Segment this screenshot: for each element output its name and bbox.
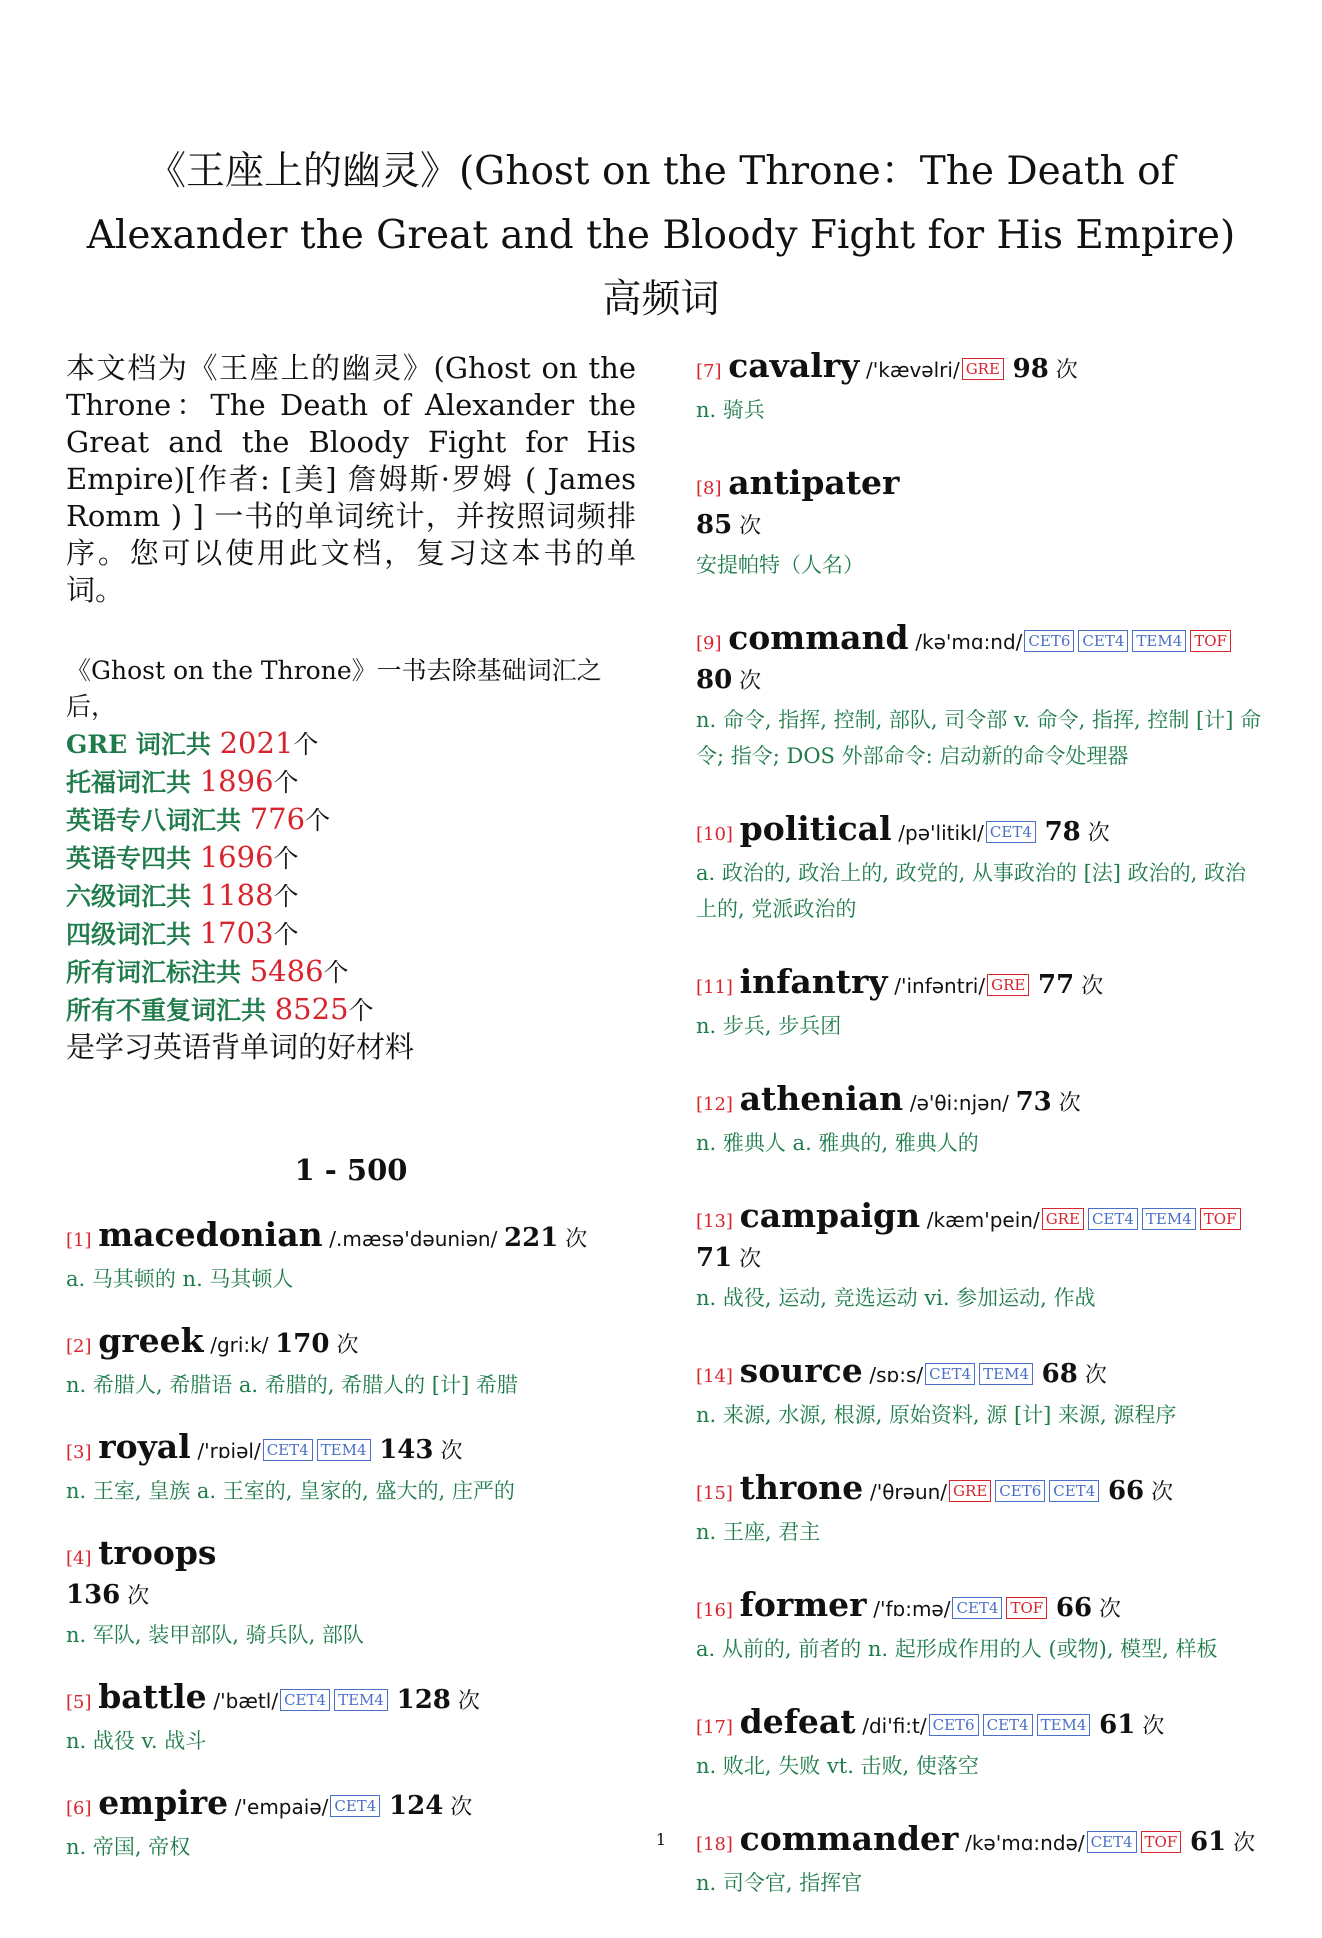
stat-row	[66, 991, 636, 1029]
entry-phonetic: /di'fi:t/	[862, 1714, 927, 1738]
exam-tag: GRE	[962, 358, 1004, 380]
entry-frequency: 143	[379, 1435, 434, 1465]
entry-headline	[696, 1587, 1266, 1629]
intro-paragraph: 本文档为《王座上的幽灵》(Ghost on the Throne：The Death of Alexander the Great and the Bloody Fight for His Empire)[作者: [美] 詹姆斯·罗姆 ( James Romm ) ] 一书的单词统计，并按照词频排序。您可以使用此文档，复习这本书的单词。	[66, 351, 636, 607]
entry-headline	[696, 465, 1266, 545]
entry-index: [6]	[66, 1798, 92, 1819]
entry-word: battle	[98, 1677, 207, 1716]
exam-tag: TEM4	[979, 1363, 1033, 1385]
count-suffix: 次	[1135, 1714, 1165, 1739]
stat-count: 1696	[199, 840, 274, 874]
entry-frequency: 98	[1012, 354, 1049, 384]
exam-tag: CET4	[925, 1363, 975, 1385]
entry-phonetic: /'kævəlri/	[866, 358, 960, 382]
entry-index: [13]	[696, 1211, 733, 1232]
count-suffix: 次	[732, 669, 762, 694]
count-suffix: 次	[433, 1439, 463, 1464]
entry-frequency: 73	[1015, 1087, 1052, 1117]
exam-tag: CET4	[1088, 1208, 1138, 1230]
entry-index: [10]	[696, 824, 733, 845]
stat-row	[66, 763, 636, 801]
stat-unit: 个	[305, 806, 331, 835]
exam-tag: CET4	[983, 1714, 1033, 1736]
word-entry	[66, 1323, 636, 1403]
entry-frequency: 71	[696, 1243, 733, 1273]
count-suffix: 次	[732, 514, 762, 539]
entry-headline	[66, 1323, 636, 1365]
entry-headline	[696, 1198, 1266, 1278]
exam-tag: CET4	[280, 1689, 330, 1711]
entry-index: [9]	[696, 633, 722, 654]
stat-count: 1188	[199, 878, 274, 912]
stat-unit: 个	[348, 996, 374, 1025]
entry-headline	[696, 348, 1266, 390]
entry-definition: n. 王室, 皇族 a. 王室的, 皇家的, 盛大的, 庄严的	[66, 1479, 515, 1503]
stat-label: 英语专四共	[66, 844, 200, 873]
word-entry	[696, 1470, 1266, 1550]
word-entry	[696, 1704, 1266, 1784]
word-entry	[696, 1587, 1266, 1667]
entry-frequency: 80	[696, 665, 733, 695]
stat-unit: 个	[273, 844, 299, 873]
entry-frequency: 61	[1189, 1827, 1227, 1857]
entry-phonetic: /'fɒ:mə/	[873, 1597, 951, 1621]
entry-frequency: 124	[389, 1791, 444, 1821]
entry-frequency: 170	[275, 1329, 330, 1359]
entry-word: former	[739, 1585, 867, 1624]
entry-frequency: 221	[504, 1223, 559, 1253]
entry-index: [17]	[696, 1717, 733, 1738]
word-list-right	[696, 348, 1266, 1901]
entry-frequency: 78	[1044, 817, 1081, 847]
entry-frequency: 85	[696, 510, 733, 540]
entry-word: troops	[98, 1533, 217, 1572]
entry-index: [2]	[66, 1336, 92, 1357]
entry-frequency: 68	[1041, 1359, 1078, 1389]
entry-frequency: 61	[1099, 1710, 1136, 1740]
count-suffix: 次	[1144, 1480, 1174, 1505]
exam-tag: TEM4	[1132, 630, 1186, 652]
entry-index: [18]	[696, 1834, 733, 1855]
count-suffix: 次	[120, 1584, 150, 1609]
exam-tag: TEM4	[334, 1689, 388, 1711]
stat-row	[66, 915, 636, 953]
stat-row	[66, 877, 636, 915]
count-suffix: 次	[1077, 1363, 1107, 1388]
word-entry	[696, 1081, 1266, 1161]
word-list-left	[66, 1217, 636, 1865]
stat-unit: 个	[273, 768, 299, 797]
entry-word: commander	[739, 1819, 959, 1858]
entry-word: source	[739, 1351, 863, 1390]
entry-index: [3]	[66, 1442, 92, 1463]
entry-word: antipater	[728, 463, 900, 502]
entry-word: throne	[739, 1468, 864, 1507]
entry-definition: n. 骑兵	[696, 398, 765, 422]
entry-word: campaign	[739, 1196, 921, 1235]
stat-count: 8525	[274, 992, 349, 1026]
stat-label: 所有不重复词汇共	[66, 996, 275, 1025]
stats-rows	[66, 725, 636, 1029]
entry-headline	[66, 1535, 636, 1615]
entry-headline	[696, 1704, 1266, 1746]
entry-definition: a. 马其顿的 n. 马其顿人	[66, 1267, 294, 1291]
entry-phonetic: /'empaiə/	[234, 1795, 329, 1819]
stats-closing: 是学习英语背单词的好材料	[66, 1030, 415, 1064]
entry-word: command	[728, 618, 909, 657]
exam-tag: GRE	[1042, 1208, 1084, 1230]
entry-word: defeat	[739, 1702, 856, 1741]
entry-phonetic: /'θrəun/	[869, 1480, 948, 1504]
entry-headline	[696, 811, 1266, 853]
stat-label: 托福词汇共	[66, 768, 200, 797]
entry-index: [15]	[696, 1483, 733, 1504]
stat-unit: 个	[273, 920, 299, 949]
range-heading: 1 - 500	[294, 1153, 408, 1187]
entry-index: [16]	[696, 1600, 733, 1621]
stats-lead: 《Ghost on the Throne》一书去除基础词汇之后，	[66, 656, 602, 721]
word-entry	[696, 811, 1266, 927]
exam-tag: CET4	[1087, 1831, 1137, 1853]
entry-headline	[66, 1679, 636, 1721]
stat-label: GRE 词汇共	[66, 730, 220, 759]
entry-word: political	[739, 809, 892, 848]
entry-headline	[696, 964, 1266, 1006]
page-number: 1	[655, 1830, 667, 1849]
entry-phonetic: /kæm'pein/	[926, 1208, 1040, 1232]
stat-count: 776	[249, 802, 306, 836]
word-entry	[696, 964, 1266, 1044]
exam-tag: GRE	[949, 1480, 991, 1502]
entry-phonetic: /'rɒiəl/	[197, 1439, 261, 1463]
entry-frequency: 77	[1038, 970, 1075, 1000]
entry-phonetic: /'infəntri/	[894, 974, 986, 998]
entry-headline	[66, 1785, 636, 1827]
entry-phonetic: /gri:k/	[210, 1333, 269, 1357]
entry-frequency: 66	[1107, 1476, 1145, 1506]
entry-phonetic: /sɒ:s/	[869, 1363, 924, 1387]
entry-definition: n. 败北, 失败 vt. 击败, 使落空	[696, 1754, 979, 1778]
stat-row	[66, 801, 636, 839]
entry-word: royal	[98, 1427, 191, 1466]
entry-headline	[696, 1353, 1266, 1395]
count-suffix: 次	[1048, 358, 1078, 383]
entry-definition: a. 从前的, 前者的 n. 起形成作用的人 (或物), 模型, 样板	[696, 1637, 1218, 1661]
entry-word: cavalry	[728, 346, 860, 385]
exam-tag: GRE	[987, 974, 1029, 996]
entry-definition: n. 战役, 运动, 竞选运动 vi. 参加运动, 作战	[696, 1286, 1096, 1310]
stat-unit: 个	[293, 730, 319, 759]
entry-definition: n. 战役 v. 战斗	[66, 1729, 207, 1753]
entry-headline	[696, 1081, 1266, 1123]
entry-phonetic: /kə'mɑ:ndə/	[965, 1831, 1085, 1855]
stat-unit: 个	[323, 958, 349, 987]
stat-label: 四级词汇共	[66, 920, 200, 949]
stat-row	[66, 725, 636, 763]
word-entry	[696, 1353, 1266, 1433]
stat-row	[66, 839, 636, 877]
word-entry	[66, 1217, 636, 1297]
count-suffix: 次	[329, 1333, 359, 1358]
word-entry	[66, 1535, 636, 1653]
entry-definition: a. 政治的, 政治上的, 政党的, 从事政治的 [法] 政治的, 政治上的, 党派政治的	[696, 861, 1247, 921]
entry-index: [5]	[66, 1692, 92, 1713]
entry-frequency: 128	[396, 1685, 451, 1715]
entry-phonetic: /.mæsə'dəuniən/	[329, 1227, 498, 1251]
exam-tag: CET4	[1078, 630, 1128, 652]
entry-headline	[696, 620, 1266, 700]
word-entry	[696, 465, 1266, 583]
entry-definition: n. 雅典人 a. 雅典的, 雅典人的	[696, 1131, 979, 1155]
exam-tag: CET6	[929, 1714, 979, 1736]
count-suffix: 次	[443, 1795, 473, 1820]
entry-headline	[696, 1470, 1266, 1512]
exam-tag: TEM4	[1037, 1714, 1091, 1736]
count-suffix: 次	[1080, 821, 1110, 846]
entry-headline	[66, 1429, 636, 1471]
entry-index: [1]	[66, 1230, 92, 1251]
word-entry	[66, 1429, 636, 1509]
count-suffix: 次	[1074, 974, 1104, 999]
entry-definition: n. 王座, 君主	[696, 1520, 821, 1544]
exam-tag: TOF	[1006, 1597, 1047, 1619]
entry-index: [4]	[66, 1548, 92, 1569]
entry-definition: n. 步兵, 步兵团	[696, 1014, 842, 1038]
count-suffix: 次	[1051, 1091, 1081, 1116]
stat-row	[66, 953, 636, 991]
exam-tag: TOF	[1141, 1831, 1182, 1853]
entry-word: empire	[98, 1783, 229, 1822]
count-suffix: 次	[1226, 1831, 1256, 1856]
word-entry	[696, 1198, 1266, 1316]
word-entry	[696, 620, 1266, 774]
entry-definition: 安提帕特（人名）	[696, 553, 864, 577]
entry-phonetic: /pə'litikl/	[898, 821, 984, 845]
entry-word: macedonian	[98, 1215, 323, 1254]
entry-frequency: 136	[66, 1580, 121, 1610]
exam-tag: CET4	[1049, 1480, 1099, 1502]
exam-tag: TEM4	[317, 1439, 371, 1461]
right-column	[696, 348, 1266, 1938]
entry-index: [8]	[696, 478, 722, 499]
document-title: 《王座上的幽灵》(Ghost on the Throne：The Death of Alexander the Great and the Bloody Fight for His Empire) 高频词	[86, 149, 1236, 322]
entry-frequency: 66	[1055, 1593, 1093, 1623]
entry-word: infantry	[739, 962, 888, 1001]
entry-word: athenian	[739, 1079, 904, 1118]
stat-count: 1703	[199, 916, 274, 950]
count-suffix: 次	[450, 1689, 480, 1714]
count-suffix: 次	[558, 1227, 588, 1252]
exam-tag: TOF	[1200, 1208, 1241, 1230]
entry-index: [14]	[696, 1366, 733, 1387]
word-entry	[66, 1679, 636, 1759]
stat-unit: 个	[273, 882, 299, 911]
stat-label: 英语专八词汇共	[66, 806, 250, 835]
entry-definition: n. 希腊人, 希腊语 a. 希腊的, 希腊人的 [计] 希腊	[66, 1373, 518, 1397]
stat-count: 5486	[249, 954, 324, 988]
exam-tag: CET6	[995, 1480, 1045, 1502]
exam-tag: TOF	[1190, 630, 1231, 652]
entry-word: greek	[98, 1321, 204, 1360]
stat-label: 所有词汇标注共	[66, 958, 250, 987]
stat-count: 1896	[199, 764, 274, 798]
word-entry	[696, 348, 1266, 428]
left-column	[66, 350, 636, 1891]
exam-tag: CET4	[986, 821, 1036, 843]
exam-tag: CET4	[952, 1597, 1002, 1619]
count-suffix: 次	[1092, 1597, 1122, 1622]
entry-index: [11]	[696, 977, 733, 998]
entry-index: [12]	[696, 1094, 733, 1115]
stat-label: 六级词汇共	[66, 882, 200, 911]
entry-definition: n. 来源, 水源, 根源, 原始资料, 源 [计] 来源, 源程序	[696, 1403, 1177, 1427]
exam-tag: CET6	[1024, 630, 1074, 652]
word-entry	[66, 1785, 636, 1865]
entry-definition: n. 帝国, 帝权	[66, 1835, 191, 1859]
vocabulary-stats	[66, 653, 636, 1065]
entry-definition: n. 命令, 指挥, 控制, 部队, 司令部 v. 命令, 指挥, 控制 [计] 命令; 指令; DOS 外部命令: 启动新的命令处理器	[696, 708, 1262, 768]
entry-phonetic: /kə'mɑ:nd/	[915, 630, 1023, 654]
entry-phonetic: /ə'θi:njən/	[909, 1091, 1009, 1115]
count-suffix: 次	[732, 1247, 762, 1272]
exam-tag: TEM4	[1142, 1208, 1196, 1230]
exam-tag: CET4	[263, 1439, 313, 1461]
entry-index: [7]	[696, 361, 722, 382]
entry-headline	[66, 1217, 636, 1259]
exam-tag: CET4	[330, 1795, 380, 1817]
entry-phonetic: /'bætl/	[213, 1689, 279, 1713]
entry-definition: n. 军队, 装甲部队, 骑兵队, 部队	[66, 1623, 364, 1647]
entry-definition: n. 司令官, 指挥官	[696, 1871, 863, 1895]
stat-count: 2021	[219, 726, 294, 760]
